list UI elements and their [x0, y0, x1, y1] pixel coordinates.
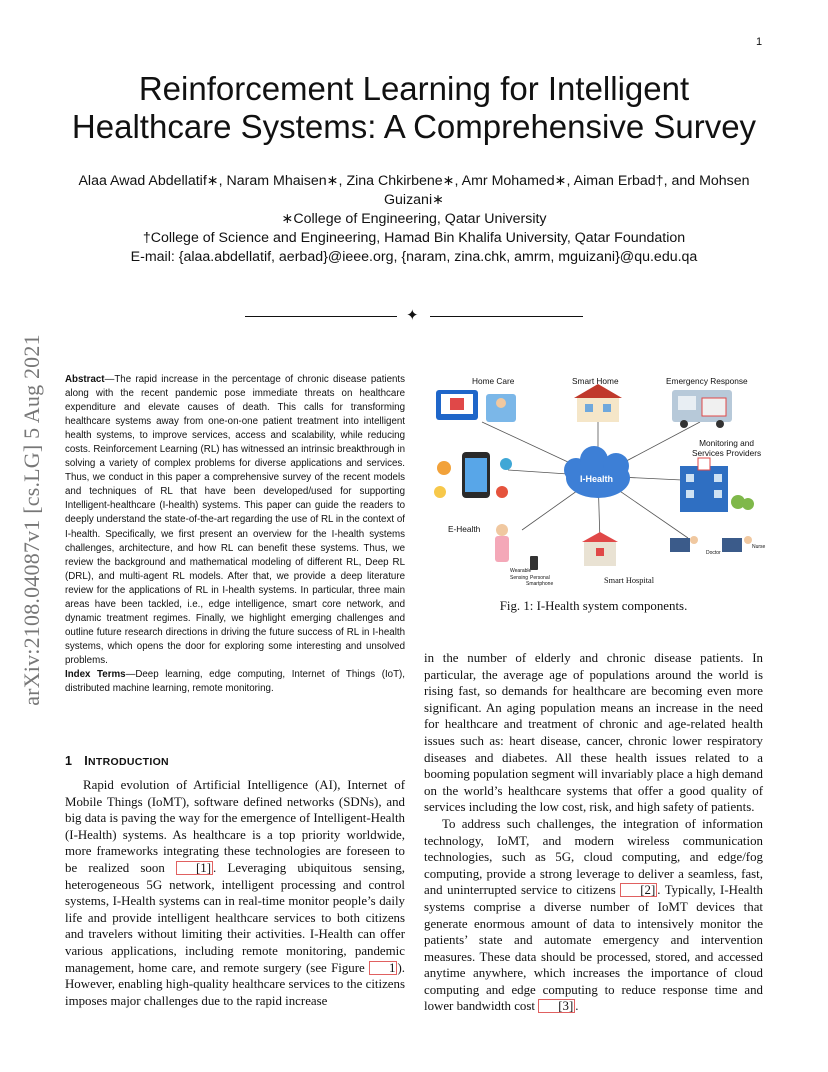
citation-link[interactable]: [2] [620, 883, 657, 897]
intro-paragraph-2: in the number of elderly and chronic disease patients. In particular, the average age of populations around the world is rising fast, so demands for healthcare are becoming even more significant. An aging population means an increase in the need for healthcare and treatment of chronic and age-related health issues such as: heart disease, cancer, chronic lower respiratory diseases and diabetes. All these health issues related to a booming population segment will invariably place a high demand on the world’s healthcare systems that offer a good quality of services including the low cost, risk, and high safety of patients. [424, 651, 763, 815]
label-ihealth-hub: I-Health [580, 474, 614, 484]
column-left-body [65, 777, 405, 1009]
label-ehealth: E-Health [448, 524, 481, 534]
figure-ref-link[interactable]: 1 [369, 961, 397, 975]
abstract [65, 373, 405, 668]
label-smartphone: Smartphone [526, 581, 554, 587]
author-block [50, 172, 778, 267]
service-provider-building-icon [680, 458, 754, 512]
intro-paragraph-1 [65, 777, 405, 1009]
intro-text-f: . [575, 999, 579, 1014]
label-doctor: Doctor [706, 550, 721, 556]
intro-paragraph-3 [424, 816, 763, 1015]
figure-ihealth-components [422, 370, 764, 592]
section-number: 1 [65, 754, 73, 768]
index-terms-text: —Deep learning, edge computing, Internet of Things (IoT), distributed machine learning, remote monitoring. [65, 669, 405, 695]
smart-hospital-icon [582, 532, 618, 566]
intro-text-d: To address such challenges, the integration of information technology, IoMT, and modern wireless communication technologies, such as 5G, cloud computing, and edge/fog computing, provide a strong leverage to deliver a seamless, fast, and uninterrupted service to citizens [424, 816, 763, 898]
arxiv-id: arXiv:2108.04087v1 [cs.LG] 5 Aug 2021 [19, 334, 44, 706]
citation-link[interactable]: [1] [176, 861, 213, 875]
page-number: 1 [756, 36, 763, 48]
intro-text-b: . Leveraging ubiquitous sensing, heterogeneous 5G network, intelligent processing and control systems, I-Health systems can in real-time monitor people’s daily life and provide intelligent healthcare services to both citizens and travelers without limiting their activities. I-Health can offer various applications, including remote monitoring, pandemic management, home care, and remote surgery (see Figure [65, 860, 405, 975]
paper-title [40, 70, 788, 146]
title-line-2: Healthcare Systems: A Comprehensive Survey [71, 107, 757, 145]
affiliation-hbku: †College of Science and Engineering, Hamad Bin Khalifa University, Qatar Foundation [142, 230, 686, 246]
figure-caption: Fig. 1: I-Health system components. [499, 599, 688, 613]
label-wearable: Wearable [510, 568, 532, 574]
divider-line-right [430, 316, 583, 317]
home-care-icon [436, 390, 516, 422]
citation-link[interactable]: [3] [538, 999, 575, 1013]
intro-text-c: ). However, enabling high-quality healthcare services to the citizens imposes major challenges due to the rapid increase [65, 960, 405, 1008]
label-sensing: Sensing [510, 575, 529, 581]
divider-ornament-icon: ✦ [406, 306, 419, 324]
column-right-body [424, 650, 763, 1015]
title-line-1: Reinforcement Learning for Intelligent [138, 70, 690, 107]
abstract-text: —The rapid increase in the percentage of chronic disease patients along with the recent pandemic pose immediate threats on healthcare expenditure and elevate causes of death. This calls for transforming healthcare systems away from one-on-one patient treatment into intelligent health systems, to improve services, access and scalability, while reducing costs. Reinforcement Learning (RL) has witnessed an intrinsic breakthrough in solving a variety of complex problems for diverse applications and services. Thus, we conduct in this paper a comprehensive survey of the recent models and techniques of RL that have been developed/used for supporting Intelligent-healthcare (I-health) systems. This paper can guide the readers to deeply understand the state-of-the-art regarding the use of RL in the context of I-health. Specifically, we first present an overview for the I-health systems challenges, architecture, and how RL can benefit these systems. Thus, we review the background and mathematical modeling of different RL, Deep RL (DRL), and multi-agent RL models. After that, we provide a deep literature review for the applications of RL in I-health systems. In particular, three main areas have been tackled, i.e., edge intelligence, smart core network, and dynamic treatment regimes. Finally, we highlight emerging challenges and outline future research directions in driving the future success of RL in I-health systems, which opens the door for exploring some interesting and unsolved problems. [65, 374, 405, 666]
index-terms-label: Index Terms [65, 669, 126, 680]
arxiv-watermark [20, 290, 44, 750]
section-heading [65, 754, 169, 768]
label-smart-home: Smart Home [572, 376, 619, 386]
ihealth-cloud-icon [564, 446, 630, 498]
label-emergency-response: Emergency Response [666, 376, 748, 386]
section-title-rest: NTRODUCTION [88, 756, 169, 768]
label-personal: Personal [530, 575, 550, 581]
ehealth-phone-icon [434, 452, 512, 498]
affiliation-qu: ∗College of Engineering, Qatar University [281, 211, 547, 227]
label-smart-hospital: Smart Hospital [604, 576, 655, 585]
label-monitoring [692, 438, 761, 458]
author-emails: E-mail: {alaa.abdellatif, aerbad}@ieee.org, {naram, zina.chk, amrm, mguizani}@qu.edu.qa [130, 249, 698, 265]
wearable-person-icon [495, 524, 538, 570]
intro-text-a: Rapid evolution of Artificial Intelligence (AI), Internet of Mobile Things (IoMT), software defined networks (SDNs), and big data is paving the way for the emergence of Intelligent-Health (I-Health) systems. As healthcare is a top priority worldwide, more frameworks integrating these technologies are foreseen to be realized soon [65, 778, 405, 875]
index-terms [65, 668, 405, 696]
label-home-care: Home Care [472, 376, 515, 386]
intro-text-e: . Typically, I-Health systems comprise a diverse number of IoMT devices that generate enormous amount of data to intensively monitor the patients’ state and automate emergency and intervention measures. These data should be processed, stored, and accessed anytime anywhere, which increases the importance of cloud computing and edge computing to reduce response time and lower bandwidth cost [424, 883, 763, 1014]
divider-line-left [245, 316, 397, 317]
title-divider [245, 308, 585, 326]
label-monitoring-line2: Services Providers [692, 448, 762, 458]
section-title-initial: I [84, 754, 89, 768]
authors-line-1: Alaa Awad Abdellatif∗, Naram Mhaisen∗, Zina Chkirbene∗, Amr Mohamed∗, Aiman Erbad†, and Mohsen [78, 173, 750, 189]
label-nurse: Nurse [752, 544, 766, 550]
label-monitoring-line1: Monitoring and [699, 438, 755, 448]
smart-home-icon [574, 384, 622, 422]
abstract-label: Abstract [65, 374, 105, 385]
authors-line-2: Guizani∗ [384, 192, 444, 208]
emergency-response-icon [672, 390, 732, 428]
